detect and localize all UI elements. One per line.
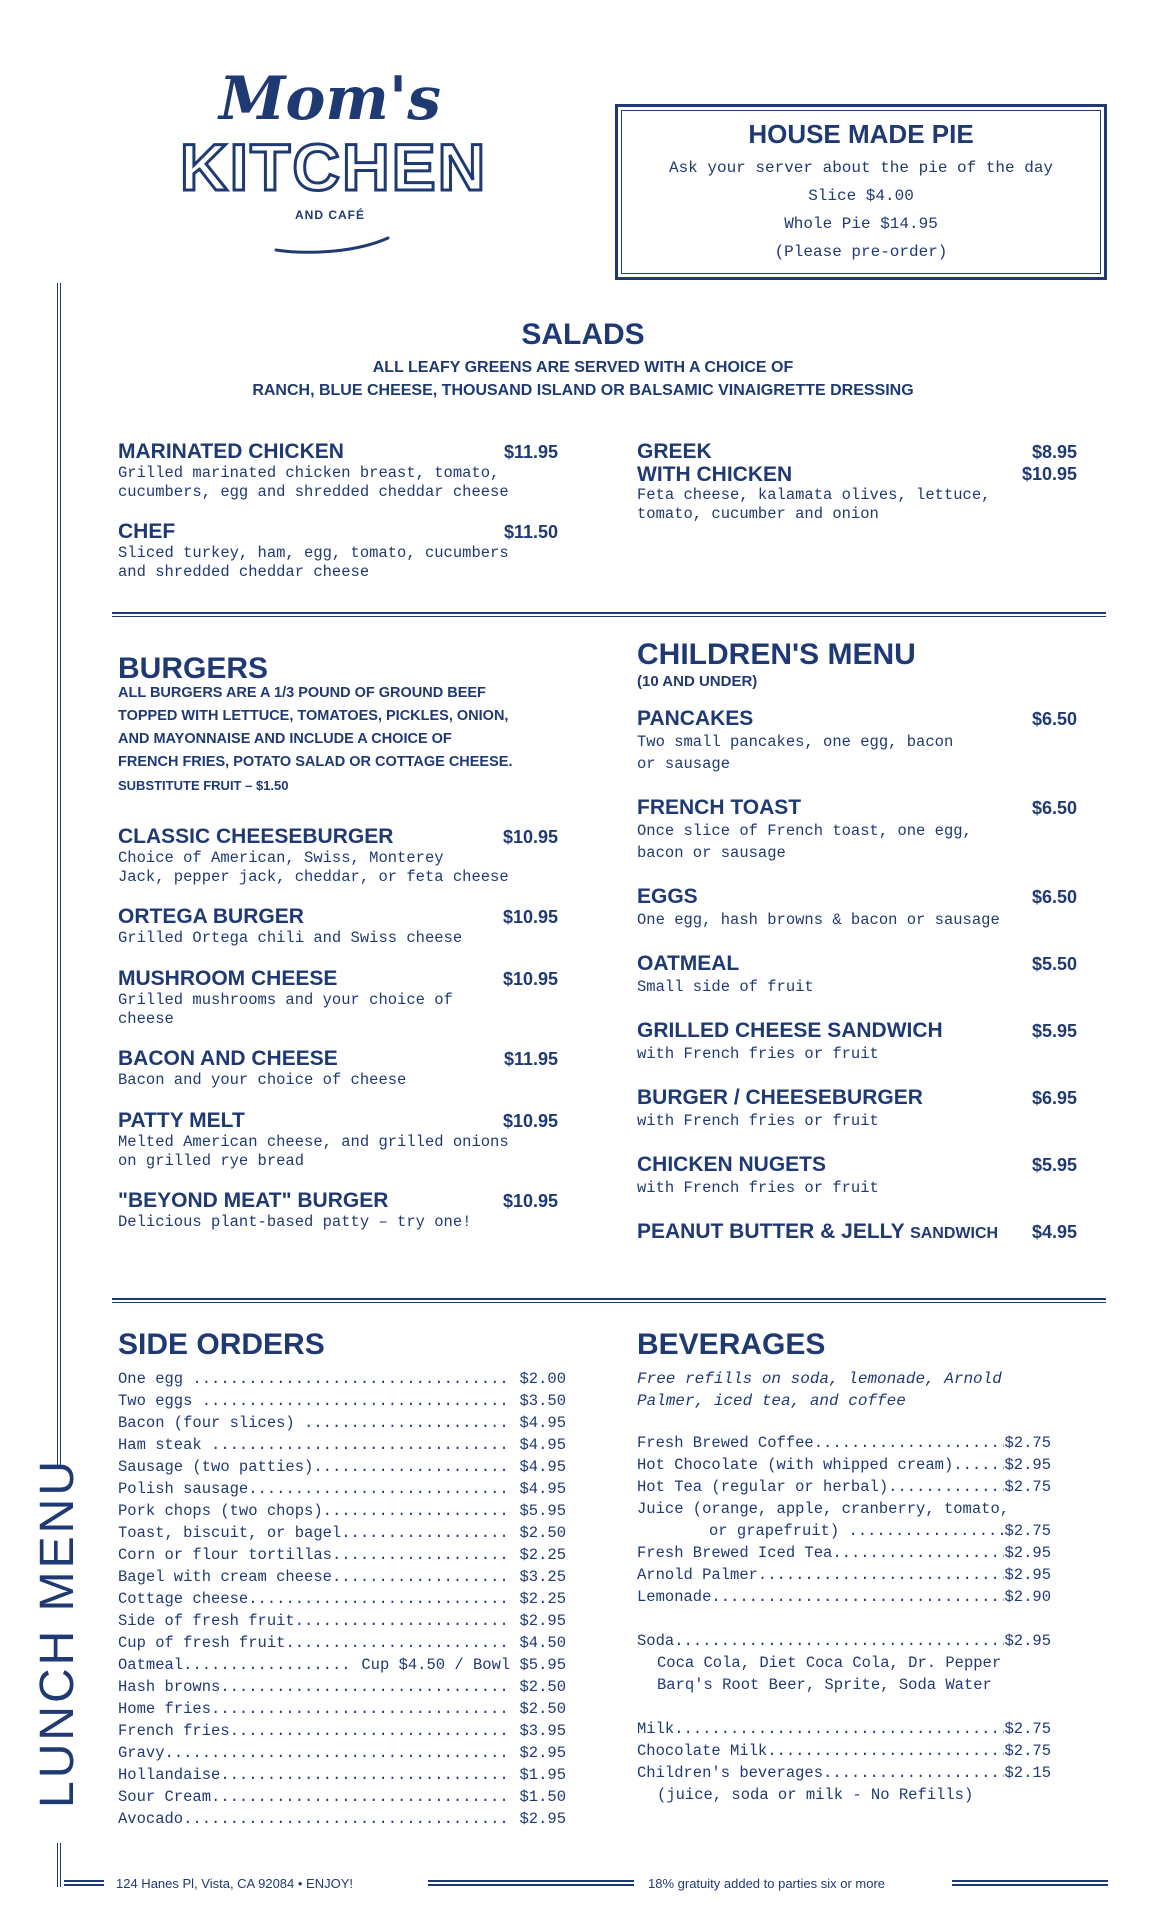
item-desc: cucumbers, egg and shredded cheddar cheese bbox=[118, 483, 509, 501]
item-desc: Sliced turkey, ham, egg, tomato, cucumbers bbox=[118, 544, 509, 562]
bev-row bbox=[637, 1542, 1051, 1564]
side-label: Bagel with cream cheese bbox=[118, 1568, 332, 1586]
side-price: $2.50 bbox=[510, 1524, 566, 1542]
item-desc: Delicious plant-based patty – try one! bbox=[118, 1213, 472, 1231]
footer-rule bbox=[952, 1880, 1108, 1886]
side-label: Hash browns bbox=[118, 1678, 221, 1696]
burger-item bbox=[118, 967, 558, 1029]
logo-script: Mom's bbox=[218, 64, 442, 134]
leader-dots bbox=[202, 1390, 510, 1412]
bev-label: Lemonade bbox=[637, 1588, 712, 1606]
item-price: $10.95 bbox=[1021, 464, 1077, 484]
side-label: Avocado bbox=[118, 1810, 184, 1828]
item-desc: Choice of American, Swiss, Monterey bbox=[118, 849, 444, 867]
side-row bbox=[118, 1632, 566, 1654]
bev-price: $2.75 bbox=[1004, 1478, 1051, 1496]
side-price: $2.25 bbox=[510, 1590, 566, 1608]
beverages-title: BEVERAGES bbox=[637, 1328, 826, 1361]
side-label: Ham steak bbox=[118, 1436, 212, 1454]
side-label: Polish sausage bbox=[118, 1480, 249, 1498]
side-label: Home fries bbox=[118, 1700, 212, 1718]
leader-dots bbox=[674, 1718, 1004, 1740]
salads-note-line: RANCH, BLUE CHEESE, THOUSAND ISLAND OR BALSAMIC VINAIGRETTE DRESSING bbox=[252, 382, 914, 399]
children-subtitle: (10 AND UNDER) bbox=[637, 673, 758, 690]
item-name: ORTEGA BURGER bbox=[118, 905, 304, 928]
salads-note-line: ALL LEAFY GREENS ARE SERVED WITH A CHOICE OF bbox=[372, 359, 794, 376]
leader-dots bbox=[295, 1610, 510, 1632]
item-desc: bacon or sausage bbox=[637, 844, 786, 862]
item-price: $11.95 bbox=[503, 442, 558, 462]
pie-line: Ask your server about the pie of the day bbox=[668, 159, 1054, 177]
item-desc: Grilled marinated chicken breast, tomato, bbox=[118, 464, 500, 482]
side-label: Two eggs bbox=[118, 1392, 202, 1410]
sides-title: SIDE ORDERS bbox=[118, 1328, 325, 1361]
bev-price: $2.75 bbox=[1004, 1742, 1051, 1760]
side-row bbox=[118, 1698, 566, 1720]
children-item bbox=[637, 796, 1077, 864]
item-price: $6.50 bbox=[1031, 887, 1077, 907]
bev-label: Hot Tea (regular or herbal) bbox=[637, 1478, 889, 1496]
side-price: $1.95 bbox=[510, 1766, 566, 1784]
bev-row bbox=[637, 1432, 1051, 1454]
spacer bbox=[637, 1608, 1051, 1630]
item-name: CHEF bbox=[118, 520, 176, 543]
footer-rule bbox=[64, 1880, 104, 1886]
burgers-note bbox=[118, 682, 578, 797]
side-row bbox=[118, 1764, 566, 1786]
item-price: $10.95 bbox=[502, 1111, 558, 1131]
side-price: $4.95 bbox=[510, 1436, 566, 1454]
burgers-substitute: SUBSTITUTE FRUIT – $1.50 bbox=[118, 778, 289, 793]
item-desc: Bacon and your choice of cheese bbox=[118, 1071, 407, 1089]
side-label: Gravy bbox=[118, 1744, 165, 1762]
side-row bbox=[118, 1720, 566, 1742]
bev-price: $2.95 bbox=[1004, 1566, 1051, 1584]
leader-dots bbox=[183, 1654, 352, 1676]
salads-title: SALADS bbox=[521, 318, 645, 351]
item-name: GREEK bbox=[637, 440, 712, 463]
leader-dots bbox=[192, 1368, 510, 1390]
bev-label: Milk bbox=[637, 1720, 675, 1738]
item-price: $10.95 bbox=[502, 969, 558, 989]
side-label: French fries bbox=[118, 1722, 230, 1740]
logo bbox=[180, 64, 488, 256]
bev-price: $2.95 bbox=[1004, 1456, 1051, 1474]
side-row bbox=[118, 1478, 566, 1500]
side-label: Toast, biscuit, or bagel bbox=[118, 1524, 342, 1542]
item-desc: Jack, pepper jack, cheddar, or feta cheese bbox=[118, 868, 509, 886]
side-price: Cup $4.50 / Bowl $5.95 bbox=[352, 1656, 566, 1674]
divider bbox=[112, 1298, 1106, 1303]
side-row bbox=[118, 1588, 566, 1610]
leader-dots bbox=[183, 1808, 510, 1830]
item-desc: with French fries or fruit bbox=[637, 1112, 879, 1130]
item-price: $11.50 bbox=[503, 522, 558, 542]
leader-dots bbox=[341, 1522, 510, 1544]
leader-dots bbox=[220, 1676, 510, 1698]
item-desc: tomato, cucumber and onion bbox=[637, 505, 879, 523]
item-desc: Feta cheese, kalamata olives, lettuce, bbox=[637, 486, 991, 504]
spacer bbox=[637, 1696, 1051, 1718]
footer-address: 124 Hanes Pl, Vista, CA 92084 • ENJOY! bbox=[116, 1876, 353, 1891]
side-row bbox=[118, 1610, 566, 1632]
children-item bbox=[637, 885, 1077, 931]
side-price: $2.00 bbox=[510, 1370, 566, 1388]
side-row bbox=[118, 1544, 566, 1566]
bev-row bbox=[637, 1498, 1051, 1520]
logo-subtitle: AND CAFÉ bbox=[295, 208, 365, 222]
leader-dots bbox=[758, 1564, 1005, 1586]
pie-line: (Please pre-order) bbox=[774, 243, 948, 261]
left-rule-bottom bbox=[57, 1843, 61, 1887]
item-name: MARINATED CHICKEN bbox=[118, 440, 344, 463]
bev-row bbox=[637, 1762, 1051, 1784]
footer-gratuity: 18% gratuity added to parties six or more bbox=[648, 1876, 886, 1891]
side-row bbox=[118, 1676, 566, 1698]
soda-note: Coca Cola, Diet Coca Cola, Dr. Pepper bbox=[657, 1654, 1002, 1672]
item-price: $6.50 bbox=[1031, 798, 1077, 818]
bev-note-row bbox=[637, 1652, 1051, 1674]
footer-rule bbox=[428, 1880, 634, 1886]
kids-bev-note: (juice, soda or milk - No Refills) bbox=[657, 1786, 974, 1804]
children-item bbox=[637, 1086, 1077, 1132]
bev-label: or grapefruit) bbox=[709, 1522, 849, 1540]
item-name-small: SANDWICH bbox=[910, 1225, 999, 1242]
item-name: "BEYOND MEAT" BURGER bbox=[118, 1189, 389, 1212]
beverages-list bbox=[637, 1432, 1051, 1806]
item-desc: cheese bbox=[118, 1010, 174, 1028]
item-price: $8.95 bbox=[1031, 442, 1077, 462]
item-desc: Melted American cheese, and grilled onions bbox=[118, 1133, 509, 1151]
bev-label: Fresh Brewed Iced Tea bbox=[637, 1544, 833, 1562]
item-desc: or sausage bbox=[637, 755, 731, 773]
side-label: Sour Cream bbox=[118, 1788, 212, 1806]
leader-dots bbox=[674, 1630, 1004, 1652]
side-row bbox=[118, 1456, 566, 1478]
bev-price: $2.75 bbox=[1004, 1522, 1051, 1540]
sides-list bbox=[118, 1368, 566, 1830]
item-price: $5.95 bbox=[1031, 1021, 1077, 1041]
logo-swoosh-icon bbox=[272, 232, 392, 256]
item-name: MUSHROOM CHEESE bbox=[118, 967, 338, 990]
item-name: WITH CHICKEN bbox=[637, 463, 793, 486]
leader-dots bbox=[888, 1476, 1004, 1498]
leader-dots bbox=[711, 1586, 1004, 1608]
leader-dots bbox=[823, 1762, 1004, 1784]
burger-item bbox=[118, 825, 558, 887]
item-price: $10.95 bbox=[502, 827, 558, 847]
side-label: Pork chops (two chops) bbox=[118, 1502, 323, 1520]
leader-dots bbox=[211, 1434, 510, 1456]
beverages-note bbox=[637, 1368, 1077, 1412]
burgers-note-line: AND MAYONNAISE AND INCLUDE A CHOICE OF bbox=[118, 731, 452, 747]
item-name: PATTY MELT bbox=[118, 1109, 245, 1132]
side-label: Side of fresh fruit bbox=[118, 1612, 295, 1630]
side-row bbox=[118, 1566, 566, 1588]
leader-dots bbox=[220, 1764, 510, 1786]
side-row bbox=[118, 1654, 566, 1676]
bev-label: Arnold Palmer bbox=[637, 1566, 758, 1584]
side-price: $4.95 bbox=[510, 1458, 566, 1476]
leader-dots bbox=[230, 1720, 511, 1742]
item-name: GRILLED CHEESE SANDWICH bbox=[637, 1019, 943, 1042]
item-desc: One egg, hash browns & bacon or sausage bbox=[637, 911, 1000, 929]
leader-dots bbox=[211, 1786, 510, 1808]
house-pie-box bbox=[615, 104, 1107, 280]
leader-dots bbox=[313, 1456, 510, 1478]
side-label: Cottage cheese bbox=[118, 1590, 249, 1608]
item-desc: Grilled mushrooms and your choice of bbox=[118, 991, 453, 1009]
side-row bbox=[118, 1412, 566, 1434]
children-item bbox=[637, 1220, 1077, 1246]
bev-row bbox=[637, 1454, 1051, 1476]
burger-item bbox=[118, 905, 558, 948]
bev-row bbox=[637, 1520, 1051, 1542]
salad-item bbox=[118, 520, 558, 582]
side-label: Cup of fresh fruit bbox=[118, 1634, 286, 1652]
item-desc: Once slice of French toast, one egg, bbox=[637, 822, 972, 840]
side-row bbox=[118, 1390, 566, 1412]
item-name: PANCAKES bbox=[637, 707, 754, 730]
leader-dots bbox=[285, 1632, 510, 1654]
children-title: CHILDREN'S MENU bbox=[637, 638, 916, 671]
burger-item bbox=[118, 1047, 558, 1090]
leader-dots bbox=[814, 1432, 1005, 1454]
leader-dots bbox=[323, 1500, 511, 1522]
pie-title: HOUSE MADE PIE bbox=[748, 119, 974, 149]
side-row bbox=[118, 1500, 566, 1522]
divider bbox=[112, 612, 1106, 617]
item-price: $5.95 bbox=[1031, 1155, 1077, 1175]
side-label: Corn or flour tortillas bbox=[118, 1546, 332, 1564]
beverages-note-line: Palmer, iced tea, and coffee bbox=[637, 1392, 906, 1410]
leader-dots bbox=[953, 1454, 1004, 1476]
children-item bbox=[637, 1153, 1077, 1199]
burgers-note-line: TOPPED WITH LETTUCE, TOMATOES, PICKLES, ONION, bbox=[118, 708, 509, 724]
bev-price: $2.75 bbox=[1004, 1720, 1051, 1738]
item-name: BACON AND CHEESE bbox=[118, 1047, 338, 1070]
leader-dots bbox=[165, 1742, 511, 1764]
bev-row bbox=[637, 1740, 1051, 1762]
side-price: $2.95 bbox=[510, 1810, 566, 1828]
bev-price: $2.15 bbox=[1004, 1764, 1051, 1782]
leader-dots bbox=[248, 1588, 510, 1610]
item-name-main: PEANUT BUTTER & JELLY bbox=[637, 1220, 905, 1243]
bev-price: $2.95 bbox=[1004, 1632, 1051, 1650]
burgers-note-line: ALL BURGERS ARE A 1/3 POUND OF GROUND BEEF bbox=[118, 685, 486, 701]
left-rule-top bbox=[57, 283, 61, 1468]
side-price: $2.50 bbox=[510, 1678, 566, 1696]
bev-note-row bbox=[637, 1674, 1051, 1696]
side-row bbox=[118, 1522, 566, 1544]
side-price: $4.95 bbox=[510, 1414, 566, 1432]
item-name: CHICKEN NUGETS bbox=[637, 1153, 827, 1176]
item-name: BURGER / CHEESEBURGER bbox=[637, 1086, 923, 1109]
item-price: $6.95 bbox=[1031, 1088, 1077, 1108]
bev-row bbox=[637, 1564, 1051, 1586]
item-price: $6.50 bbox=[1031, 709, 1077, 729]
item-price: $11.95 bbox=[503, 1049, 558, 1069]
item-price: $10.95 bbox=[502, 907, 558, 927]
side-price: $2.95 bbox=[510, 1612, 566, 1630]
bev-label: Children's beverages bbox=[637, 1764, 824, 1782]
children-item bbox=[637, 952, 1077, 998]
bev-label: Fresh Brewed Coffee bbox=[637, 1434, 814, 1452]
bev-label: Hot Chocolate (with whipped cream) bbox=[637, 1456, 954, 1474]
side-price: $3.95 bbox=[510, 1722, 566, 1740]
side-row bbox=[118, 1434, 566, 1456]
children-item bbox=[637, 707, 1077, 775]
side-price: $4.50 bbox=[510, 1634, 566, 1652]
bev-row bbox=[637, 1718, 1051, 1740]
burgers-note-line: FRENCH FRIES, POTATO SALAD OR COTTAGE CHEESE. bbox=[118, 754, 513, 770]
side-price: $3.25 bbox=[510, 1568, 566, 1586]
bev-price: $2.75 bbox=[1004, 1434, 1051, 1452]
side-label: Sausage (two patties) bbox=[118, 1458, 314, 1476]
leader-dots bbox=[248, 1478, 510, 1500]
bev-price: $2.95 bbox=[1004, 1544, 1051, 1562]
leader-dots bbox=[767, 1740, 1004, 1762]
bev-row bbox=[637, 1586, 1051, 1608]
item-desc: Grilled Ortega chili and Swiss cheese bbox=[118, 929, 463, 947]
side-price: $3.50 bbox=[510, 1392, 566, 1410]
soda-note: Barq's Root Beer, Sprite, Soda Water bbox=[657, 1676, 992, 1694]
logo-title: KITCHEN bbox=[180, 130, 488, 204]
side-price: $4.95 bbox=[510, 1480, 566, 1498]
burger-item bbox=[118, 1189, 558, 1232]
pie-line: Slice $4.00 bbox=[808, 187, 914, 205]
beverages-note-line: Free refills on soda, lemonade, Arnold bbox=[637, 1370, 1002, 1388]
bev-row bbox=[637, 1476, 1051, 1498]
item-price: $10.95 bbox=[502, 1191, 558, 1211]
leader-dots bbox=[832, 1542, 1004, 1564]
bev-label: Soda bbox=[637, 1632, 675, 1650]
leader-dots bbox=[849, 1520, 1005, 1542]
side-price: $2.95 bbox=[510, 1744, 566, 1762]
leader-dots bbox=[211, 1698, 510, 1720]
lunch-menu-label: LUNCH MENU bbox=[31, 1457, 84, 1808]
item-name bbox=[637, 1220, 1077, 1246]
side-price: $2.25 bbox=[510, 1546, 566, 1564]
item-desc: and shredded cheddar cheese bbox=[118, 563, 370, 581]
bev-row bbox=[637, 1630, 1051, 1652]
side-label: Oatmeal bbox=[118, 1656, 184, 1674]
item-name: FRENCH TOAST bbox=[637, 796, 802, 819]
item-name: OATMEAL bbox=[637, 952, 740, 975]
side-row bbox=[118, 1742, 566, 1764]
side-price: $5.95 bbox=[510, 1502, 566, 1520]
item-price: $5.50 bbox=[1031, 954, 1077, 974]
side-label: Hollandaise bbox=[118, 1766, 221, 1784]
side-price: $1.50 bbox=[510, 1788, 566, 1806]
salads-note bbox=[0, 356, 1166, 402]
item-desc: Two small pancakes, one egg, bacon bbox=[637, 733, 954, 751]
side-price: $2.50 bbox=[510, 1700, 566, 1718]
leader-dots bbox=[332, 1566, 510, 1588]
bev-note-row bbox=[637, 1784, 1051, 1806]
item-desc: on grilled rye bread bbox=[118, 1152, 305, 1170]
salad-item bbox=[118, 440, 558, 502]
bev-label: Juice (orange, apple, cranberry, tomato, bbox=[637, 1500, 1010, 1518]
item-desc: with French fries or fruit bbox=[637, 1179, 879, 1197]
side-label: Bacon (four slices) bbox=[118, 1414, 305, 1432]
side-row bbox=[118, 1808, 566, 1830]
burger-item bbox=[118, 1109, 558, 1171]
item-desc: with French fries or fruit bbox=[637, 1045, 879, 1063]
leader-dots bbox=[304, 1412, 510, 1434]
item-price: $4.95 bbox=[1031, 1222, 1077, 1242]
side-row bbox=[118, 1368, 566, 1390]
side-row bbox=[118, 1786, 566, 1808]
salad-item bbox=[637, 440, 1077, 524]
bev-label: Chocolate Milk bbox=[637, 1742, 768, 1760]
side-label: One egg bbox=[118, 1370, 193, 1388]
pie-line: Whole Pie $14.95 bbox=[784, 215, 938, 233]
bev-price: $2.90 bbox=[1004, 1588, 1051, 1606]
item-name: EGGS bbox=[637, 885, 698, 908]
leader-dots bbox=[332, 1544, 510, 1566]
children-item bbox=[637, 1019, 1077, 1065]
item-desc: Small side of fruit bbox=[637, 978, 814, 996]
burgers-title: BURGERS bbox=[118, 652, 269, 685]
item-name: CLASSIC CHEESEBURGER bbox=[118, 825, 394, 848]
